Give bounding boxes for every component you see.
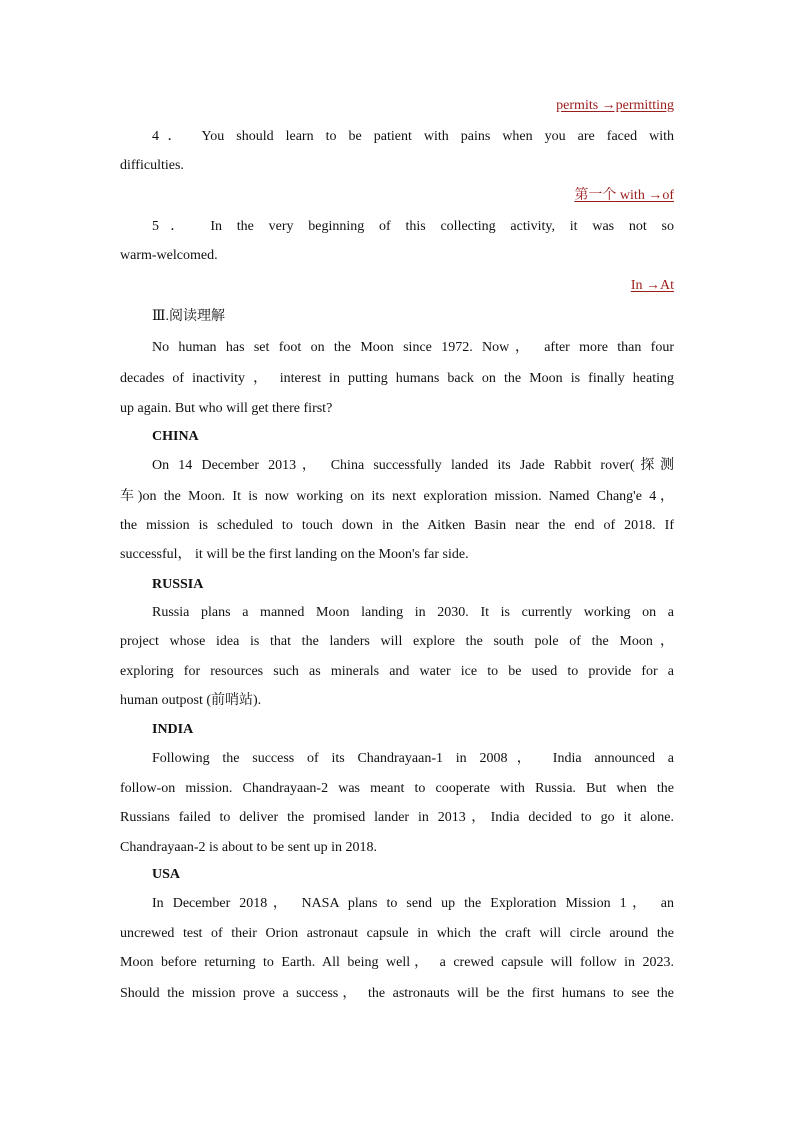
line-text: 5． In the very beginning of this collecting activity, it was not so — [152, 219, 674, 234]
line-text: human outpost (前哨站). — [120, 693, 262, 708]
line-text: 第一个 with →of — [574, 188, 674, 203]
line-text: Moon before returning to Earth. All being well， a crewed capsule will follow in 2023. — [120, 955, 674, 970]
line-text: exploring for resources such as minerals and water ice to be used to provide for a — [120, 664, 674, 679]
text-line — [120, 780, 674, 798]
line-text: decades of inactivity ， interest in putting humans back on the Moon is finally heating — [120, 371, 674, 386]
line-text: On 14 December 2013， China successfully landed its Jade Rabbit rover(探测 — [152, 458, 674, 473]
line-text: successful， it will be the first landing on the Moon's far side. — [120, 547, 469, 562]
text-line — [120, 488, 674, 506]
line-text: the mission is scheduled to touch down in the Aitken Basin near the end of 2018. If — [120, 518, 674, 533]
text-line — [120, 370, 674, 388]
line-text: Russia plans a manned Moon landing in 2030. It is currently working on a — [152, 605, 674, 620]
text-line — [120, 895, 674, 913]
text-line — [120, 663, 674, 681]
text-line — [120, 546, 674, 564]
line-text: USA — [152, 867, 181, 882]
text-line — [120, 517, 674, 535]
line-text: In →At — [630, 278, 674, 293]
country-heading — [120, 576, 674, 594]
text-line — [120, 457, 674, 475]
text-line — [120, 400, 674, 418]
country-heading — [120, 428, 674, 446]
text-line — [120, 128, 674, 146]
answer-correction — [120, 277, 674, 295]
line-text: Following the success of its Chandrayaan-1 in 2008， India announced a — [152, 751, 674, 766]
text-line — [120, 839, 674, 857]
line-text: RUSSIA — [152, 577, 204, 592]
line-text: Should the mission prove a success， the astronauts will be the first humans to see the — [120, 986, 674, 1001]
country-heading — [120, 866, 674, 884]
text-line — [120, 750, 674, 768]
line-text: uncrewed test of their Orion astronaut capsule in which the craft will circle around the — [120, 926, 674, 941]
line-text: Ⅲ.阅读理解 — [152, 309, 226, 324]
line-text: Russians failed to deliver the promised lander in 2013，India decided to go it alone. — [120, 810, 674, 825]
text-line — [120, 692, 674, 710]
line-text: Chandrayaan-2 is about to be sent up in 2018. — [120, 840, 378, 855]
answer-correction — [120, 97, 674, 115]
country-heading — [120, 721, 674, 739]
text-line — [120, 157, 674, 175]
section-title — [120, 308, 674, 326]
text-line — [120, 247, 674, 265]
line-text: warm-welcomed. — [120, 248, 218, 263]
answer-correction — [120, 187, 674, 205]
text-line — [120, 954, 674, 972]
text-line — [120, 809, 674, 827]
line-text: CHINA — [152, 429, 199, 444]
text-line — [120, 604, 674, 622]
line-text: permits →permitting — [556, 98, 674, 113]
text-line — [120, 633, 674, 651]
line-text: follow-on mission. Chandrayaan-2 was meant to cooperate with Russia. But when the — [120, 781, 674, 796]
line-text: 4． You should learn to be patient with pains when you are faced with — [152, 129, 674, 144]
line-text: INDIA — [152, 722, 194, 737]
line-text: up again. But who will get there first? — [120, 401, 333, 416]
text-line — [120, 985, 674, 1003]
line-text: No human has set foot on the Moon since 1972. Now， after more than four — [152, 340, 674, 355]
text-line — [120, 339, 674, 357]
line-text: 车)on the Moon. It is now working on its next exploration mission. Named Chang'e 4， — [120, 489, 674, 504]
text-line — [120, 218, 674, 236]
line-text: project whose idea is that the landers will explore the south pole of the Moon， — [120, 634, 674, 649]
line-text: difficulties. — [120, 158, 184, 173]
line-text: In December 2018， NASA plans to send up the Exploration Mission 1， an — [152, 896, 674, 911]
text-line — [120, 925, 674, 943]
